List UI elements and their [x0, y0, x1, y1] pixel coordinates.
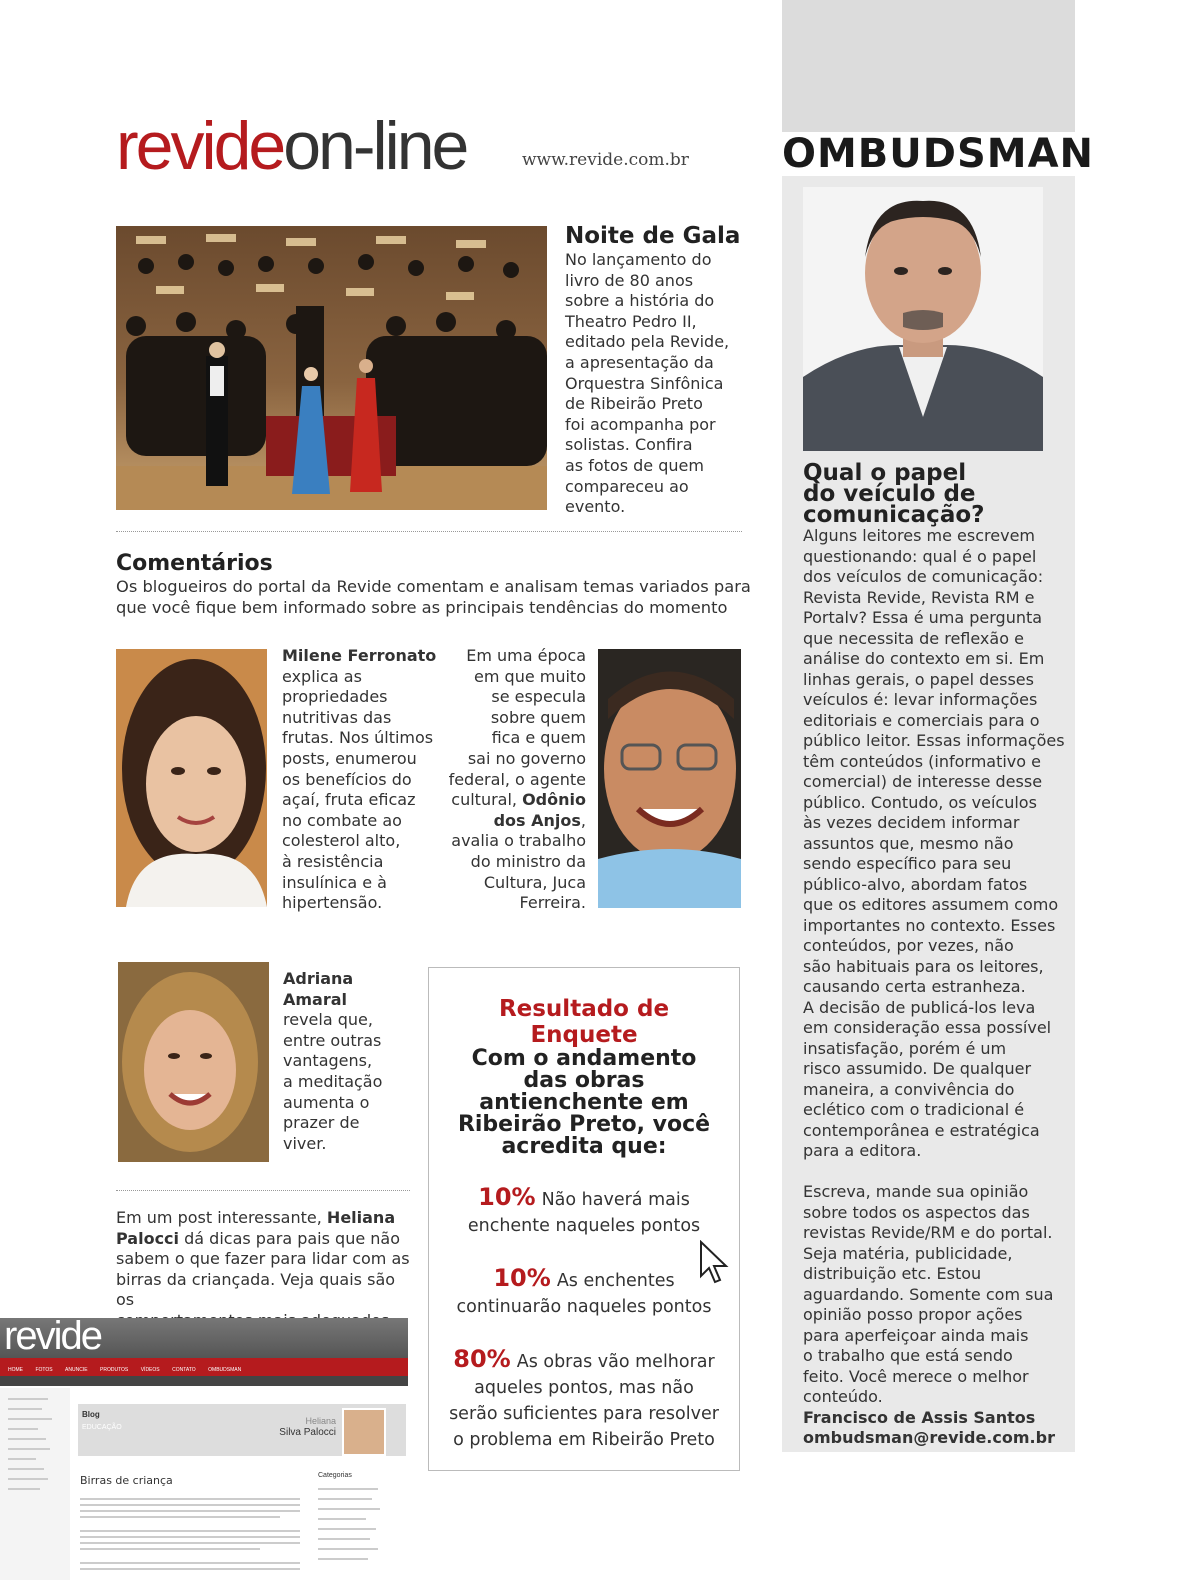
screenshot-avatar: [342, 1408, 386, 1456]
ombudsman-headline-line: Qual o papel: [803, 460, 967, 486]
poll-option-percent: 10%: [478, 1183, 536, 1211]
ombudsman-section-title: OMBUDSMAN: [782, 131, 1095, 177]
ombudsman-line: insatisfação, porém é um: [803, 1038, 1007, 1058]
ombudsman-line: causando certa estranheza.: [803, 977, 1026, 996]
ombudsman-line: A decisão de publicá-los leva: [803, 997, 1036, 1017]
ombudsman-line: risco assumido. De qualquer: [803, 1059, 1032, 1078]
gala-text: [565, 250, 770, 518]
odonio-line: Ferreira.: [519, 893, 586, 913]
ombudsman-line: Alguns leitores me escrevem: [803, 526, 1035, 545]
ombudsman-line: contemporânea e estratégica: [803, 1120, 1040, 1140]
adriana-line: revela que,: [283, 1010, 373, 1030]
gala-line: evento.: [565, 497, 626, 517]
poll-option-line: [439, 1346, 729, 1375]
screenshot-blog-banner: [78, 1404, 406, 1456]
heliana-line: [116, 1229, 416, 1250]
screenshot-nav-item[interactable]: HOME: [8, 1367, 23, 1373]
odonio-line: sobre quem: [490, 707, 586, 727]
ombudsman-headline-line: comunicação?: [803, 502, 985, 528]
milene-line: no combate ao: [282, 810, 402, 830]
ombudsman-line: veículos é: levar informações: [803, 690, 1038, 709]
ombudsman-body: [803, 526, 1065, 1449]
odonio-line: se especula: [491, 687, 586, 707]
odonio-line: sai no governo: [467, 748, 586, 768]
ombudsman-closing-line: sobre todos os aspectos das: [803, 1202, 1030, 1222]
milene-name[interactable]: Milene Ferronato: [282, 646, 437, 665]
divider: [116, 1190, 410, 1191]
screenshot-logo: revide: [4, 1318, 101, 1358]
ombudsman-line: que necessita de reflexão e: [803, 628, 1024, 648]
ombudsman-line: conteúdos, por vezes, não: [803, 936, 1014, 955]
gala-line: Orquestra Sinfônica: [565, 373, 724, 393]
site-url[interactable]: www.revide.com.br: [522, 150, 689, 170]
heliana-name[interactable]: Heliana: [326, 1208, 396, 1227]
poll-question: [433, 1048, 735, 1158]
poll-question-line: acredita que:: [501, 1134, 667, 1159]
milene-line: os benefícios do: [282, 769, 412, 789]
ombudsman-closing-line: distribuição etc. Estou: [803, 1264, 982, 1283]
ombudsman-line: para a editora.: [803, 1141, 922, 1160]
screenshot-sidebar: [0, 1388, 70, 1580]
gala-line: de Ribeirão Preto: [565, 394, 703, 414]
adriana-name[interactable]: Amaral: [283, 989, 348, 1009]
ombudsman-line: análise do contexto em si. Em: [803, 649, 1045, 668]
screenshot-nav-item[interactable]: FOTOS: [35, 1367, 53, 1373]
odonio-line: avalia o trabalho: [451, 831, 586, 851]
poll-option-text: As obras vão melhorar: [516, 1352, 715, 1372]
poll-question-line: antienchente em: [479, 1090, 689, 1115]
ombudsman-line: têm conteúdos (informativo e: [803, 751, 1041, 771]
odonio-line: fica e quem: [491, 728, 586, 748]
ombudsman-photo[interactable]: [803, 187, 1043, 451]
gala-line: a apresentação da: [565, 352, 714, 372]
ombudsman-line: linhas gerais, o papel desses: [803, 669, 1034, 689]
milene-line: nutritivas das: [282, 707, 392, 727]
brand-part-1: revide: [116, 108, 284, 184]
ombudsman-closing-line: para aperfeiçoar ainda mais: [803, 1325, 1029, 1345]
adriana-line: entre outras: [283, 1030, 382, 1050]
comments-intro: [116, 577, 756, 618]
poll-question-line: das obras: [523, 1068, 645, 1093]
comments-title: Comentários: [116, 551, 273, 576]
ombudsman-line: são habituais para os leitores,: [803, 956, 1044, 976]
ombudsman-closing-line: aguardando. Somente com sua: [803, 1284, 1054, 1304]
gala-line: sobre a história do: [565, 291, 715, 311]
screenshot-nav-item[interactable]: CONTATO: [172, 1367, 196, 1373]
screenshot-header: [0, 1318, 408, 1358]
ombudsman-line: sendo específico para seu: [803, 854, 1012, 873]
poll-option-percent: 10%: [493, 1264, 551, 1292]
screenshot-nav-item[interactable]: OMBUDSMAN: [208, 1367, 242, 1373]
adriana-photo[interactable]: [118, 962, 269, 1162]
ombudsman-closing-line: feito. Você merece o melhor: [803, 1366, 1029, 1386]
adriana-blurb: [283, 969, 413, 1154]
milene-line: posts, enumerou: [282, 748, 417, 768]
ombudsman-line: público. Contudo, os veículos: [803, 792, 1037, 812]
ombudsman-line: público leitor. Essas informações: [803, 731, 1065, 750]
comments-intro-line: que você fique bem informado sobre as principais tendências do momento: [116, 597, 728, 617]
ombudsman-line: dos veículos de comunicação:: [803, 567, 1044, 586]
screenshot-blogger-last: Silva Palocci: [279, 1427, 336, 1438]
milene-blurb: [282, 646, 442, 914]
comments-section: [116, 550, 756, 618]
adriana-line: prazer de: [283, 1113, 360, 1133]
ombudsman-line: público-alvo, abordam fatos: [803, 874, 1028, 894]
milene-line: insulínica e à: [282, 872, 387, 892]
comments-intro-line: Os blogueiros do portal da Revide comentam e analisam temas variados para: [116, 577, 751, 596]
milene-line: hipertensão.: [282, 893, 383, 913]
milene-line: açaí, fruta eficaz: [282, 790, 416, 810]
odonio-line: [440, 790, 586, 811]
odonio-name-1[interactable]: Odônio: [522, 790, 586, 810]
gala-article: [565, 222, 770, 518]
poll-label: Resultado de Enquete: [498, 996, 670, 1048]
screenshot-nav-item[interactable]: VÍDEOS: [140, 1367, 160, 1373]
screenshot-nav-item[interactable]: PRODUTOS: [100, 1367, 129, 1373]
ombudsman-line: Portalv? Essa é uma pergunta: [803, 608, 1043, 627]
poll-question-line: Com o andamento: [471, 1046, 697, 1071]
poll-option-text: aqueles pontos, mas não: [474, 1378, 694, 1398]
poll-option-percent: 80%: [453, 1345, 511, 1373]
odonio-photo[interactable]: [598, 649, 741, 908]
adriana-line: aumenta o: [283, 1092, 370, 1112]
poll-option-text: Não haverá mais: [541, 1190, 690, 1210]
gala-line: editado pela Revide,: [565, 332, 730, 352]
ombudsman-line: assuntos que, mesmo não: [803, 833, 1014, 853]
orchestra-photo[interactable]: [116, 226, 547, 510]
gala-line: No lançamento do: [565, 250, 712, 269]
gala-line: compareceu ao: [565, 476, 689, 496]
ombudsman-closing-line: conteúdo.: [803, 1387, 883, 1406]
screenshot-blog-label: Blog: [82, 1410, 100, 1419]
heliana-blurb: [116, 1208, 416, 1332]
milene-line: propriedades: [282, 687, 388, 707]
poll-question-line: Ribeirão Preto, você: [457, 1112, 711, 1137]
ombudsman-column: [803, 460, 1065, 1449]
adriana-line: vantagens,: [283, 1051, 373, 1071]
cursor-icon: [699, 1240, 729, 1291]
heliana-text: Em um post interessante,: [116, 1208, 327, 1227]
ombudsman-line: em consideração essa possível: [803, 1018, 1052, 1037]
gala-line: solistas. Confira: [565, 435, 693, 455]
odonio-comma: ,: [580, 810, 586, 830]
poll-option-text: continuarão naqueles pontos: [456, 1297, 712, 1317]
odonio-line: federal, o agente: [448, 769, 586, 789]
screenshot-categories: Categorias: [318, 1472, 352, 1479]
ombudsman-closing-line: revistas Revide/RM e do portal.: [803, 1223, 1053, 1242]
poll-option-text: serão suficientes para resolver: [449, 1404, 719, 1424]
screenshot-blog-category: EDUCAÇÃO: [82, 1424, 122, 1431]
ombudsman-closing-line: opinião posso propor ações: [803, 1305, 1023, 1324]
ombudsman-closing-line: Seja matéria, publicidade,: [803, 1243, 1013, 1263]
screenshot-post-title[interactable]: Birras de criança: [80, 1474, 173, 1487]
ombudsman-headline: [803, 460, 1065, 528]
heliana-line: [116, 1208, 416, 1229]
ombudsman-line: que os editores assumem como: [803, 895, 1059, 914]
odonio-line: Cultura, Juca: [483, 872, 586, 892]
heliana-name[interactable]: Palocci: [116, 1228, 180, 1248]
screenshot-nav-item[interactable]: ANUNCIE: [65, 1367, 88, 1373]
poll-option-text: As enchentes: [556, 1271, 675, 1291]
ombudsman-closing-line: o trabalho que está sendo: [803, 1346, 1013, 1365]
adriana-line: viver.: [283, 1133, 327, 1153]
poll-option-line: [439, 1265, 729, 1294]
odonio-text: cultural,: [451, 790, 523, 810]
heliana-line: birras da criançada. Veja quais são os: [116, 1269, 396, 1310]
ombudsman-email-link[interactable]: ombudsman@revide.com.br: [803, 1428, 1055, 1447]
ombudsman-line: eclético com o tradicional é: [803, 1100, 1025, 1119]
adriana-line: a meditação: [283, 1071, 383, 1091]
gala-title: Noite de Gala: [565, 223, 741, 249]
milene-photo[interactable]: [116, 649, 267, 907]
odonio-name-2[interactable]: dos Anjos: [493, 810, 581, 830]
ombudsman-line: Revista Revide, Revista RM e: [803, 587, 1035, 607]
screenshot-nav: [0, 1358, 408, 1376]
brand-logo: [116, 108, 466, 184]
heliana-text: dá dicas para pais que não: [179, 1228, 401, 1248]
sidebar-header-band: [782, 0, 1075, 132]
adriana-name[interactable]: Adriana: [283, 969, 354, 988]
milene-line: colesterol alto,: [282, 831, 401, 851]
ombudsman-line: às vezes decidem informar: [803, 813, 1020, 832]
odonio-line: em que muito: [474, 666, 586, 686]
ombudsman-line: maneira, a convivência do: [803, 1079, 1015, 1099]
divider: [116, 531, 742, 532]
poll-option: [429, 1184, 739, 1239]
poll-option-text: enchente naqueles pontos: [467, 1216, 701, 1236]
brand-part-2: on-line: [283, 108, 467, 184]
ombudsman-line: comercial) de interesse desse: [803, 772, 1043, 791]
gala-line: as fotos de quem: [565, 455, 704, 475]
screenshot-toolbar: [0, 1376, 408, 1386]
ombudsman-line: importantes no contexto. Esses: [803, 915, 1056, 935]
odonio-line: do ministro da: [470, 851, 586, 871]
poll-box: [428, 967, 740, 1471]
heliana-line: sabem o que fazer para lidar com as: [116, 1249, 410, 1269]
ombudsman-signature: Francisco de Assis Santos: [803, 1407, 1036, 1427]
blog-screenshot[interactable]: [0, 1318, 408, 1580]
gala-line: Theatro Pedro II,: [565, 311, 697, 331]
gala-line: foi acompanha por: [565, 414, 716, 434]
odonio-line: Em uma época: [466, 646, 586, 665]
odonio-line: [440, 811, 586, 832]
poll-option: [429, 1346, 739, 1453]
screenshot-blogger-first: Heliana: [305, 1416, 336, 1426]
poll-option-line: [439, 1184, 729, 1213]
milene-line: frutas. Nos últimos: [282, 728, 434, 748]
milene-line: explica as: [282, 666, 362, 686]
odonio-blurb: [440, 646, 586, 914]
ombudsman-closing-line: Escreva, mande sua opinião: [803, 1182, 1029, 1201]
ombudsman-line: editoriais e comerciais para o: [803, 710, 1040, 730]
milene-line: à resistência: [282, 851, 384, 871]
gala-line: livro de 80 anos: [565, 270, 694, 290]
poll-option-text: o problema em Ribeirão Preto: [453, 1430, 715, 1450]
ombudsman-headline-line: do veículo de: [803, 481, 976, 507]
ombudsman-line: questionando: qual é o papel: [803, 546, 1037, 566]
poll-option: [429, 1265, 739, 1320]
